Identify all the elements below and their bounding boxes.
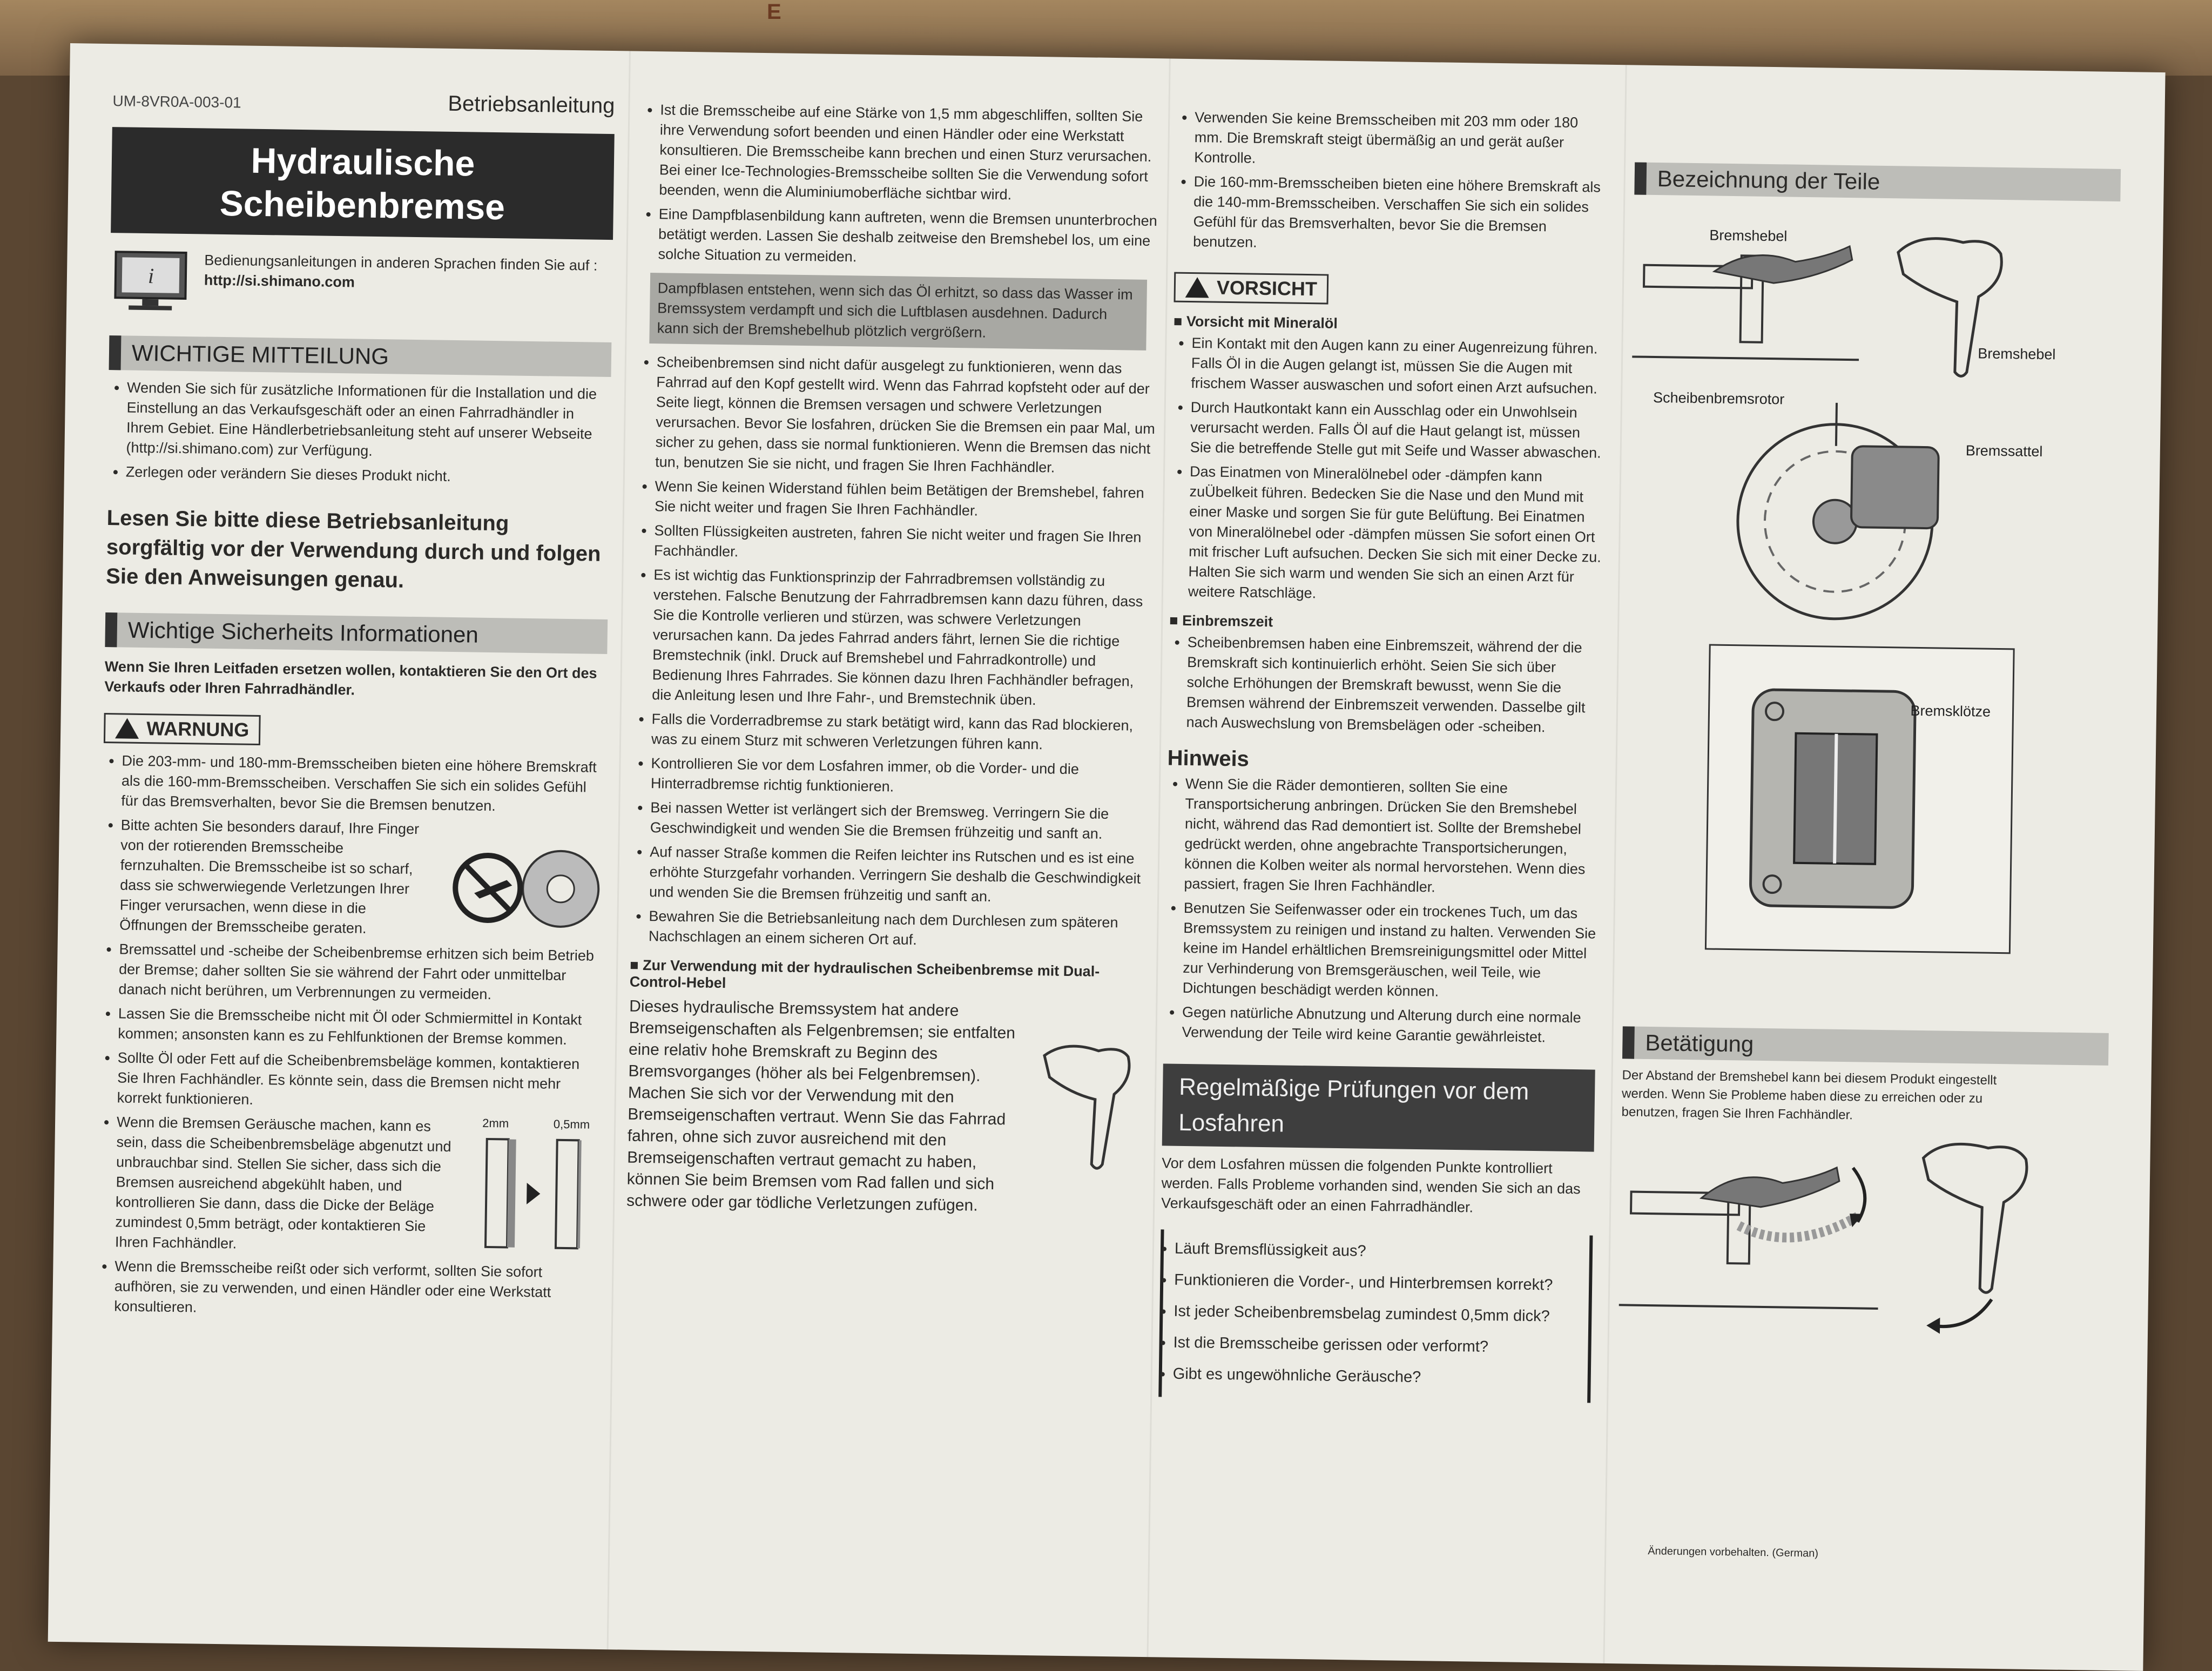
operation-diagrams <box>1618 1121 2108 1355</box>
hinweis-list <box>1163 773 1599 1048</box>
svg-text:i: i <box>147 264 154 288</box>
warning-list <box>96 751 606 1323</box>
mineral-oil-list <box>1170 333 1606 608</box>
footer-note: Änderungen vorbehalten. (German) <box>1648 1545 1819 1560</box>
dual-control-text: Dieses hydraulische Bremssystem hat andere Bremseigenschaften als Felgenbremsen; sie entfalten eine relativ hohe Bremskraft zu Beginn des Bremsvorganges (höher als bei Felgenbremsen). Machen Sie sich vor der Verwendung mit den Bremseigenschaften vertraut. Wenn Sie das Fahrrad fahren, ohne sich zuvor ausreichend mit den Bremseigenschaften vertraut gemacht zu haben, können Sie beim Bremsen vom Rad fallen und sich schwere oder gar tödliche Verletzungen zufügen. <box>626 997 1016 1215</box>
dual-control-heading: ■ Zur Verwendung mit der hydraulischen Scheibenbremse mit Dual-Control-Hebel <box>629 956 1100 992</box>
warning-label <box>104 713 261 745</box>
list-item: • Scheibenbremsen sind nicht dafür ausgelegt zu funktionieren, wenn das Fahrrad auf den Kopf gestellt wird. Wenn das Fahrrad kopfsteht oder auf der Seite liegt, können die Bremsen versagen und schwere Verletzungen verursachen. Bevor Sie losfahren, drücken Sie die Bremsen ein paar Mal, um sicher zu gehen, dass sie normal funktionieren. Wenn die Bremsen das nicht tun, benutzen Sie sie nicht, und fragen Sie Ihren Fachhändler. <box>655 352 1157 479</box>
caution-triangle-icon <box>1185 277 1210 298</box>
list-item: • Das Einatmen von Mineralölnebel oder -dämpfen kann zuÜbelkeit führen. Bedecken Sie die Nase und den Mund mit einer Maske und sorgen Sie für gute Belüftung. Bei Einatmen von Mineralölnebel oder -dämpfen müssen Sie sofort einen Ort mit frischer Luft aufsuchen. Decken Sie sich mit einer Decke zu. Halten Sie sich warm und wenden Sie sich an einen Arzt für weitere Ratschläge. <box>1188 462 1604 608</box>
vapor-note-box: Dampfblasen entstehen, wenn sich das Öl erhitzt, so dass das Wasser im Bremssystem verdampft und sich die Luftblasen ausdehnen. Dadurch kann sich der Bremshebelhub plötzlich vergrößern. <box>649 273 1147 351</box>
list-item: • Gegen natürliche Abnutzung und Alterung durch eine normale Verwendung der Teile wird keine Garantie gewährleistet. <box>1182 1002 1596 1048</box>
list-item: • Verwenden Sie keine Bremsscheiben mit 203 mm oder 180 mm. Die Bremskraft steigt übermäßig an und gerät außer Kontrolle. <box>1194 107 1608 173</box>
dual-control-block <box>626 996 1148 1219</box>
title-box <box>111 127 615 240</box>
mineral-oil-heading: ■ Vorsicht mit Mineralöl <box>1173 313 1338 332</box>
lever-reach-road-drawing <box>1910 1126 2065 1344</box>
caution-label <box>1174 272 1329 305</box>
list-item: • Sollte Öl oder Fett auf die Scheibenbremsbeläge kommen, kontaktieren Sie Ihren Fachhändler. Es könnte sein, dass die Bremsen nicht mehr korrekt funktionieren. <box>117 1048 601 1114</box>
lever-reach-flat-drawing <box>1618 1143 1880 1325</box>
list-item: • Bremssattel und -scheibe der Scheibenbremse erhitzen sich beim Betrieb der Bremse; daher sollten Sie sie während der Fahrt oder unmittelbar danach nicht berühren, um Verbrennungen zu vermeiden. <box>118 939 603 1006</box>
operation-text: Der Abstand der Bremshebel kann bei diesem Produkt eingestellt werden. Wenn Sie Probleme haben diese zu erreichen oder zu benutzen, fragen Sie Ihren Fachhändler. <box>1621 1068 1997 1123</box>
label-rotor: Scheibenbremsrotor <box>1653 389 1785 408</box>
checks-heading: Regelmäßige Prüfungen vor dem Losfahren <box>1162 1063 1595 1151</box>
list-item: • Auf nasser Straße kommen die Reifen leichter ins Rutschen und es ist eine erhöhte Sturzgefahr vorhanden. Verringern Sie deshalb die Geschwindigkeit und wenden Sie die Bremsen frühzeitig und sanft an. <box>649 842 1150 909</box>
finger-warning-text: Bitte achten Sie besonders darauf, Ihre Finger von der rotierenden Bremsscheibe fernzuhalten. Die Bremsscheibe ist so scharf, dass sie schwerwiegende Verletzungen Ihrer Finger verursachen, wenn diese in die Öffnungen der Bremsscheibe geraten. <box>119 817 420 936</box>
checks-intro: Vor dem Losfahren müssen die folgenden Punkte kontrolliert werden. Falls Probleme vorhanden sind, wenden Sie sich an das Verkaufsgeschäft oder an einen Fahrradhändler. <box>1161 1155 1581 1216</box>
caution-text: VORSICHT <box>1216 276 1318 300</box>
breakin-list <box>1168 632 1601 738</box>
list-item: • Sollten Flüssigkeiten austreten, fahren Sie nicht weiter und fragen Sie Ihren Fachhändler. <box>654 521 1155 568</box>
list-item: • Wenn die Bremsscheibe reißt oder sich verformt, sollten Sie sofort aufhören, sie zu verwenden, und einen Händler oder eine Werkstatt konsultieren. <box>114 1256 598 1323</box>
list-item: • Die 160-mm-Bremsscheiben bieten eine höhere Bremskraft als die 140-mm-Bremsscheiben. Verschaffen Sie sich ein solides Gefühl für das Bremsverhalten, bevor Sie die Bremsen benutzen. <box>1193 172 1608 258</box>
list-item: • Funktionieren die Vorder-, und Hinterbremsen korrekt? <box>1174 1266 1579 1299</box>
list-item: • Eine Dampfblasenbildung kann auftreten, wenn die Bremsen ununterbrochen betätigt werden. Lassen Sie deshalb zeitweise den Bremshebel los, um eine solche Situation zu vermeiden. <box>658 204 1158 271</box>
pad-label-05mm: 0,5mm <box>553 1117 590 1131</box>
parts-heading: Bezeichnung der Teile <box>1634 162 2121 201</box>
list-item: • Gibt es ungewöhnliche Geräusche? <box>1172 1360 1577 1393</box>
manual-url[interactable]: http://si.shimano.com <box>204 272 355 291</box>
brake-pads-detail-box <box>1705 644 2015 954</box>
list-item: • Ein Kontakt mit den Augen kann zu einer Augenreizung führen. Falls Öl in die Augen gelangt ist, müssen Sie die Augen mit frischem Wasser auswaschen und sofort einen Arzt aufsuchen. <box>1191 333 1605 399</box>
title-line-2: Scheibenbremse <box>219 183 505 227</box>
list-item: • Es ist wichtig das Funktionsprinzip der Fahrradbremsen vollständig zu verstehen. Falsche Benutzung der Fahrradbremsen kann dazu führen, dass Sie die Kontrolle verlieren und stürzen, was schwere Verletzungen verursachen kann. Da jedes Fahrrad anders fährt, lernen Sie die richtige Bremstechnik (inkl. Druck auf Bremshebel und Fahrradkontrolle) und Bedienung Ihres Fahrrades. Sie können dazu Ihren Fachhändler befragen, die Anleitung lesen und Ihre Fahr-, und Bremstechnik üben. <box>652 565 1154 712</box>
list-item: • Bewahren Sie die Betriebsanleitung nach dem Durchlesen zum späteren Nachschlagen an einem sicheren Ort auf. <box>649 906 1149 953</box>
title-line-1: Hydraulische <box>251 140 475 184</box>
col2-list-b <box>630 352 1157 953</box>
list-item: • Wenn Sie keinen Widerstand fühlen beim Betätigen der Bremshebel, fahren Sie nicht weiter und fragen Sie Ihren Fachhändler. <box>655 476 1155 523</box>
list-item <box>119 815 605 941</box>
col3-list-a <box>1175 107 1609 258</box>
flat-bar-lever-drawing <box>1632 232 1861 376</box>
notice-list <box>107 378 611 489</box>
col2-list-a <box>639 100 1160 271</box>
rotor-caliper-drawing <box>1725 401 2009 632</box>
label-lever-1: Bremshebel <box>1709 227 1788 245</box>
list-item: • Ist jeder Scheibenbremsbelag zumindest 0,5mm dick? <box>1174 1298 1578 1330</box>
list-item: • Die 203-mm- und 180-mm-Bremsscheiben bieten eine höhere Bremskraft als die 160-mm-Bremsscheiben. Verschaffen Sie sich ein solides Gefühl für das Bremsverhalten, bevor Sie die Bremsen benutzen. <box>121 751 605 817</box>
finger-rotor-warning-icon <box>447 841 604 935</box>
list-item: • Wenden Sie sich für zusätzliche Informationen für die Installation und die Einstellung an das Verkaufsgeschäft oder an einen Fahrradhändler in Ihrem Gebiet. Eine Händlerbetriebsanleitung steht auf unserer Webseite (http://si.shimano.com) zur Verfügung. <box>126 378 611 464</box>
column-3 <box>1158 107 1608 1403</box>
manual-sheet <box>48 43 2166 1671</box>
list-item: • Läuft Bremsflüssigkeit aus? <box>1175 1235 1579 1268</box>
fold-line <box>1603 65 1627 1663</box>
breakin-heading: ■ Einbremszeit <box>1169 612 1273 630</box>
hinweis-heading: Hinweis <box>1167 746 1250 771</box>
document-type: Betriebsanleitung <box>448 91 615 118</box>
dual-control-lever-icon <box>1032 1034 1148 1176</box>
list-item: • Scheibenbremsen haben eine Einbremszeit, während der die Bremskraft sich kontinuierlich erhöht. Seien Sie sich über solche Erhöhungen der Bremskraft bewusst, wenn Sie die Bremsen während der Einbremszeit verwenden. Dasselbe gilt nach Auswechslung von Bremsbelägen oder -scheiben. <box>1186 632 1601 738</box>
document-id: UM-8VR0A-003-01 <box>112 92 241 111</box>
list-item: • Wenn Sie die Räder demontieren, sollten Sie eine Transportsicherung anbringen. Drücken Sie den Bremshebel nicht, während das Rad demontiert ist. Sollte der Bremshebel gedrückt werden, ohne angebrachte Transportsicherungen, können die Kolben weiter als normal hervorstehen. Wenn dies passiert, fragen Sie Ihren Fachhändler. <box>1184 774 1599 900</box>
list-item: • Ist die Bremsscheibe auf eine Stärke von 1,5 mm abgeschliffen, sollten Sie ihre Verwendung sofort beenden und einen Händler oder eine Werkstatt konsultieren. Die Bremsscheibe kann brechen und einen Sturz verursachen. Bei einer Ice-Technologies-Bremsscheibe sollten Sie die Verwendung sofort beenden, wenn die Aluminiumoberfläche sichtbar wird. <box>659 100 1160 207</box>
list-item: • Kontrollieren Sie vor dem Losfahren immer, ob die Vorder- und die Hinterradbremse richtig funktionieren. <box>651 753 1151 800</box>
box-print: E <box>767 0 781 24</box>
parts-diagrams <box>1623 194 2121 1000</box>
checks-list <box>1158 1229 1593 1403</box>
warning-text: WARNUNG <box>146 717 249 741</box>
other-languages-text: Bedienungsanleitungen in anderen Sprachen finden Sie auf : <box>204 252 598 274</box>
notice-heading: WICHTIGE MITTEILUNG <box>109 335 612 377</box>
list-item <box>115 1112 601 1258</box>
safety-intro: Wenn Sie Ihren Leitfaden ersetzen wollen, kontaktieren Sie den Ort des Verkaufs oder Ihren Fahrradhändler. <box>104 658 597 698</box>
list-item: • Durch Hautkontakt kann ein Ausschlag oder ein Unwohlsein verursacht werden. Falls Öl auf die Haut gelangt ist, müssen Sie die betreffende Stelle gut mit Seife und Wasser abwaschen. <box>1190 397 1604 463</box>
pad-wear-text: Wenn die Bremsen Geräusche machen, kann es sein, dass die Scheibenbremsbeläge abgenutzt und unbrauchbar sind. Stellen Sie sicher, dass sich die Bremsen ausreichend abgekühlt haben, und kontrollieren Sie dann, dass die Dicke der Beläge zumindest 0,5mm beträgt, oder kontaktieren Sie Ihren Fachhändler. <box>114 1114 451 1252</box>
read-carefully-text: Lesen Sie bitte diese Betriebsanleitung sorgfältig vor der Verwendung durch und folgen Sie den Anweisungen genau. <box>105 506 601 592</box>
pad-thickness-diagram <box>469 1117 601 1259</box>
label-pads: Bremsklötze <box>1910 702 1991 720</box>
column-2 <box>626 100 1161 1219</box>
operation-heading: Betätigung <box>1622 1026 2109 1066</box>
list-item: • Falls die Vorderradbremse zu stark betätigt wird, kann das Rad blockieren, was zu einem Sturz mit schweren Verletzungen führen kann. <box>651 709 1152 756</box>
pad-label-2mm: 2mm <box>482 1116 509 1130</box>
list-item: • Zerlegen oder verändern Sie dieses Produkt nicht. <box>126 462 610 489</box>
list-item: • Ist die Bremsscheibe gerissen oder verformt? <box>1173 1329 1577 1362</box>
label-lever-2: Bremshebel <box>1978 345 2056 363</box>
column-1 <box>96 92 615 1328</box>
safety-heading: Wichtige Sicherheits Informationen <box>105 612 608 654</box>
list-item: • Lassen Sie die Bremsscheibe nicht mit Öl oder Schmiermittel in Kontakt kommen; ansonsten kann es zu Fehlfunktionen der Bremse kommen. <box>118 1003 602 1050</box>
monitor-icon <box>110 249 192 315</box>
online-manual-note <box>110 249 613 321</box>
list-item: • Benutzen Sie Seifenwasser oder ein trockenes Tuch, um das Bremssystem zu reinigen und instand zu halten. Verwenden Sie keine im Handel erhältlichen Bremsreinigungsmittel oder Mittel zur Verhinderung von Bremsgeräuschen, weil Teile, wie Dichtungen beschädigt werden können. <box>1183 898 1598 1004</box>
list-item: • Bei nassen Wetter ist verlängert sich der Bremsweg. Verringern Sie die Geschwindigkeit und wenden Sie die Bremsen frühzeitig und sanft an. <box>650 798 1151 845</box>
label-caliper: Bremssattel <box>1965 442 2043 460</box>
column-4 <box>1618 162 2121 1560</box>
warning-triangle-icon <box>115 718 139 739</box>
